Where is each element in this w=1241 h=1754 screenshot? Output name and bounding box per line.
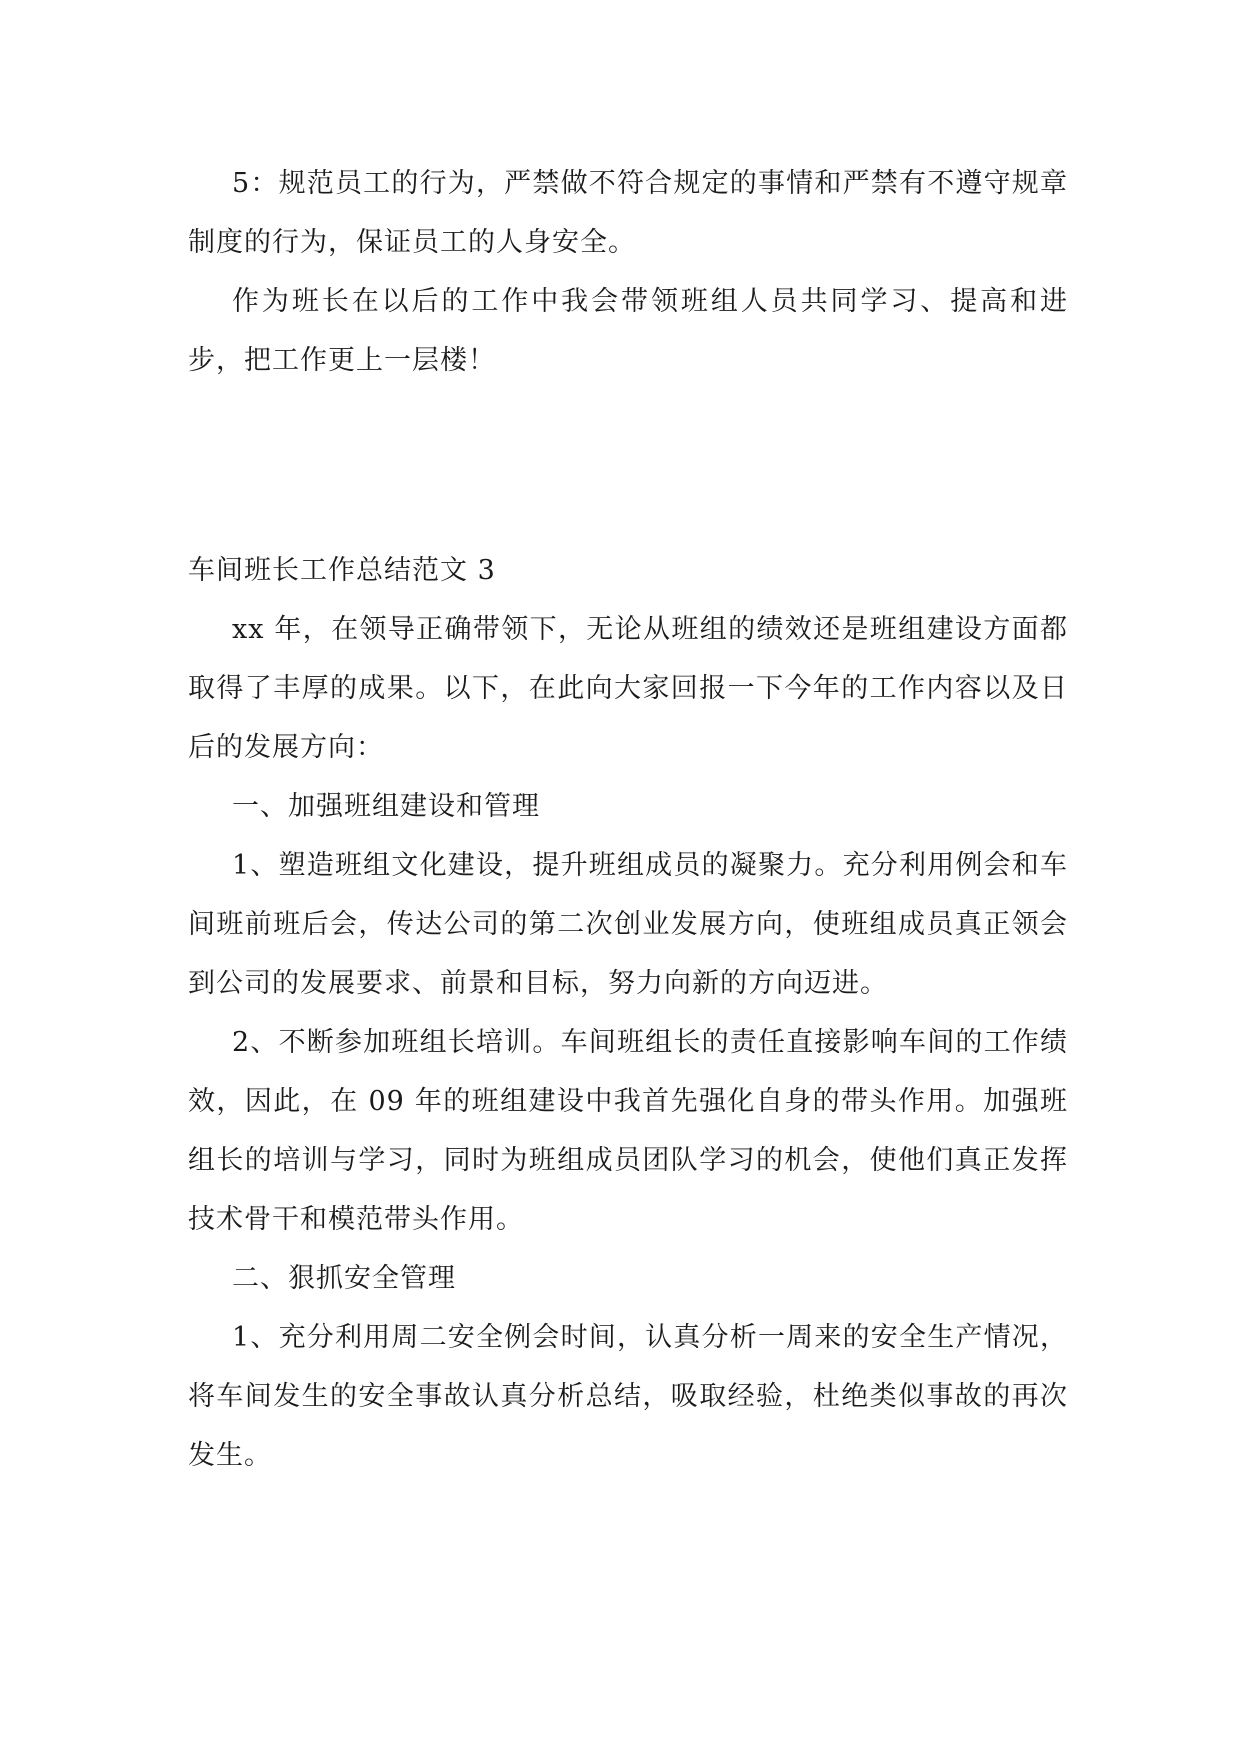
subheading-safety: 二、狠抓安全管理 xyxy=(232,1263,456,1294)
top-text-block xyxy=(188,154,1068,390)
section-title: 车间班长工作总结范文 3 xyxy=(188,555,496,586)
subheading-team-building: 一、加强班组建设和管理 xyxy=(232,791,540,822)
paragraph-closing: 作为班长在以后的工作中我会带领班组人员共同学习、提高和进步，把工作更上一层楼！ xyxy=(188,286,1068,376)
paragraph-culture: 1、塑造班组文化建设，提升班组成员的凝聚力。充分利用例会和车间班前班后会，传达公司的第二次创业发展方向，使班组成员真正领会到公司的发展要求、前景和目标，努力向新的方向迈进。 xyxy=(188,850,1068,999)
section-text-block xyxy=(188,541,1068,1485)
paragraph-rule-5: 5：规范员工的行为，严禁做不符合规定的事情和严禁有不遵守规章制度的行为，保证员工的人身安全。 xyxy=(188,168,1068,258)
paragraph-training: 2、不断参加班组长培训。车间班组长的责任直接影响车间的工作绩效，因此，在 09 年的班组建设中我首先强化自身的带头作用。加强班组长的培训与学习，同时为班组成员团队学习的机会，使他们真正发挥技术骨干和模范带头作用。 xyxy=(188,1027,1068,1235)
paragraph-safety-meeting: 1、充分利用周二安全例会时间，认真分析一周来的安全生产情况，将车间发生的安全事故认真分析总结，吸取经验，杜绝类似事故的再次发生。 xyxy=(188,1322,1068,1471)
paragraph-intro: xx 年，在领导正确带领下，无论从班组的绩效还是班组建设方面都取得了丰厚的成果。以下，在此向大家回报一下今年的工作内容以及日后的发展方向： xyxy=(188,614,1068,763)
